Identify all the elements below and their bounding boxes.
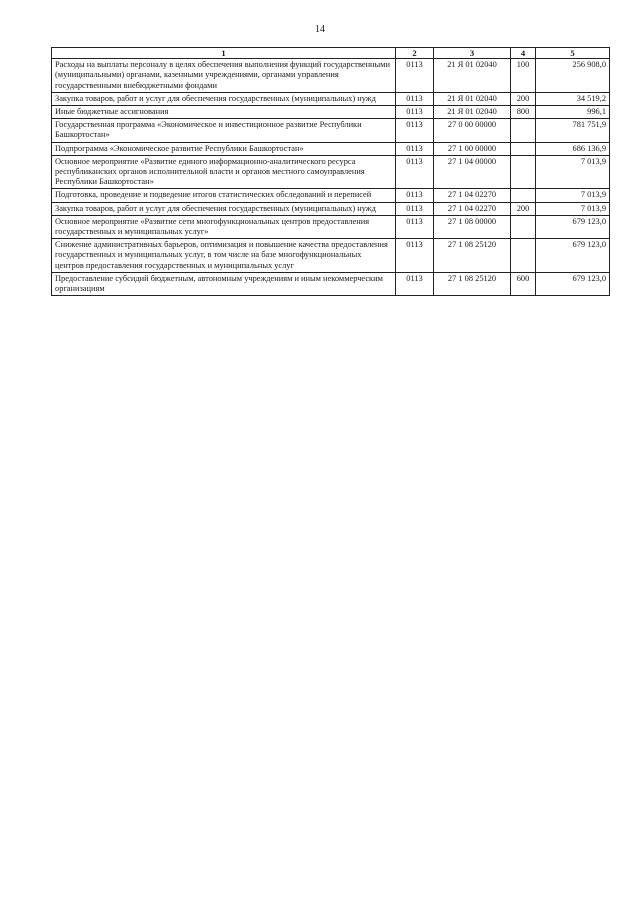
table-row [52,215,610,238]
table-header [52,48,610,59]
row-amount-cell: 679 123,0 [536,239,610,273]
row-amount-cell: 781 751,9 [536,119,610,142]
table-row [52,106,610,119]
row-name-cell: Основное мероприятие «Развитие сети многофункциональных центров предоставления государственных и муниципальных услуг» [52,215,396,238]
row-name-cell: Снижение административных барьеров, оптимизация и повышение качества предоставления государственных и муниципальных услуг, в том числе на базе многофункциональных центров предоставления государственных и муниципальных услуг [52,239,396,273]
row-target-cell: 27 1 04 02270 [434,202,511,215]
row-target-cell: 27 1 00 00000 [434,142,511,155]
table-row [52,189,610,202]
row-amount-cell: 679 123,0 [536,215,610,238]
row-target-cell: 27 0 00 00000 [434,119,511,142]
row-type-cell: 200 [511,202,536,215]
row-type-cell [511,189,536,202]
row-name-cell: Расходы на выплаты персоналу в целях обеспечения выполнения функций государственными (муниципальными) органами, казенными учреждениями, органами управления государственными внебюджетными фондами [52,59,396,93]
row-target-cell: 27 1 08 25120 [434,272,511,295]
header-cell-5: 5 [536,48,610,59]
row-amount-cell: 996,1 [536,106,610,119]
budget-table [51,47,610,296]
header-cell-1: 1 [52,48,396,59]
row-section-cell: 0113 [396,92,434,105]
row-type-cell [511,155,536,189]
row-target-cell: 27 1 08 25120 [434,239,511,273]
table-row [52,202,610,215]
table-body [52,59,610,296]
row-section-cell: 0113 [396,155,434,189]
table-row [52,119,610,142]
header-cell-2: 2 [396,48,434,59]
row-section-cell: 0113 [396,239,434,273]
row-type-cell [511,142,536,155]
row-type-cell: 800 [511,106,536,119]
row-name-cell: Подготовка, проведение и подведение итогов статистических обследований и переписей [52,189,396,202]
row-target-cell: 21 Я 01 02040 [434,92,511,105]
row-name-cell: Государственная программа «Экономическое и инвестиционное развитие Республики Башкортостан» [52,119,396,142]
row-name-cell: Закупка товаров, работ и услуг для обеспечения государственных (муниципальных) нужд [52,92,396,105]
row-name-cell: Подпрограмма «Экономическое развитие Республики Башкортостан» [52,142,396,155]
row-name-cell: Иные бюджетные ассигнования [52,106,396,119]
row-type-cell [511,239,536,273]
row-section-cell: 0113 [396,106,434,119]
table-row [52,92,610,105]
table-row [52,272,610,295]
row-type-cell: 200 [511,92,536,105]
page-number: 14 [315,24,325,35]
row-type-cell: 100 [511,59,536,93]
row-type-cell [511,215,536,238]
header-cell-4: 4 [511,48,536,59]
row-section-cell: 0113 [396,119,434,142]
row-amount-cell: 7 013,9 [536,155,610,189]
row-amount-cell: 34 519,2 [536,92,610,105]
row-section-cell: 0113 [396,202,434,215]
row-amount-cell: 686 136,9 [536,142,610,155]
row-target-cell: 27 1 04 02270 [434,189,511,202]
table-row [52,155,610,189]
row-target-cell: 21 Я 01 02040 [434,106,511,119]
row-amount-cell: 256 908,0 [536,59,610,93]
row-amount-cell: 7 013,9 [536,189,610,202]
row-amount-cell: 7 013,9 [536,202,610,215]
table-row [52,59,610,93]
row-section-cell: 0113 [396,142,434,155]
row-section-cell: 0113 [396,272,434,295]
row-type-cell [511,119,536,142]
table-row [52,142,610,155]
row-target-cell: 27 1 08 00000 [434,215,511,238]
row-name-cell: Основное мероприятие «Развитие единого информационно-аналитического ресурса республиканских органов исполнительной власти и органов местного самоуправления Республики Башкортостан» [52,155,396,189]
row-section-cell: 0113 [396,215,434,238]
header-row [52,48,610,59]
row-target-cell: 27 1 04 00000 [434,155,511,189]
row-target-cell: 21 Я 01 02040 [434,59,511,93]
row-amount-cell: 679 123,0 [536,272,610,295]
row-type-cell: 600 [511,272,536,295]
table-row [52,239,610,273]
header-cell-3: 3 [434,48,511,59]
row-name-cell: Предоставление субсидий бюджетным, автономным учреждениям и иным некоммерческим организациям [52,272,396,295]
row-section-cell: 0113 [396,189,434,202]
row-section-cell: 0113 [396,59,434,93]
row-name-cell: Закупка товаров, работ и услуг для обеспечения государственных (муниципальных) нужд [52,202,396,215]
